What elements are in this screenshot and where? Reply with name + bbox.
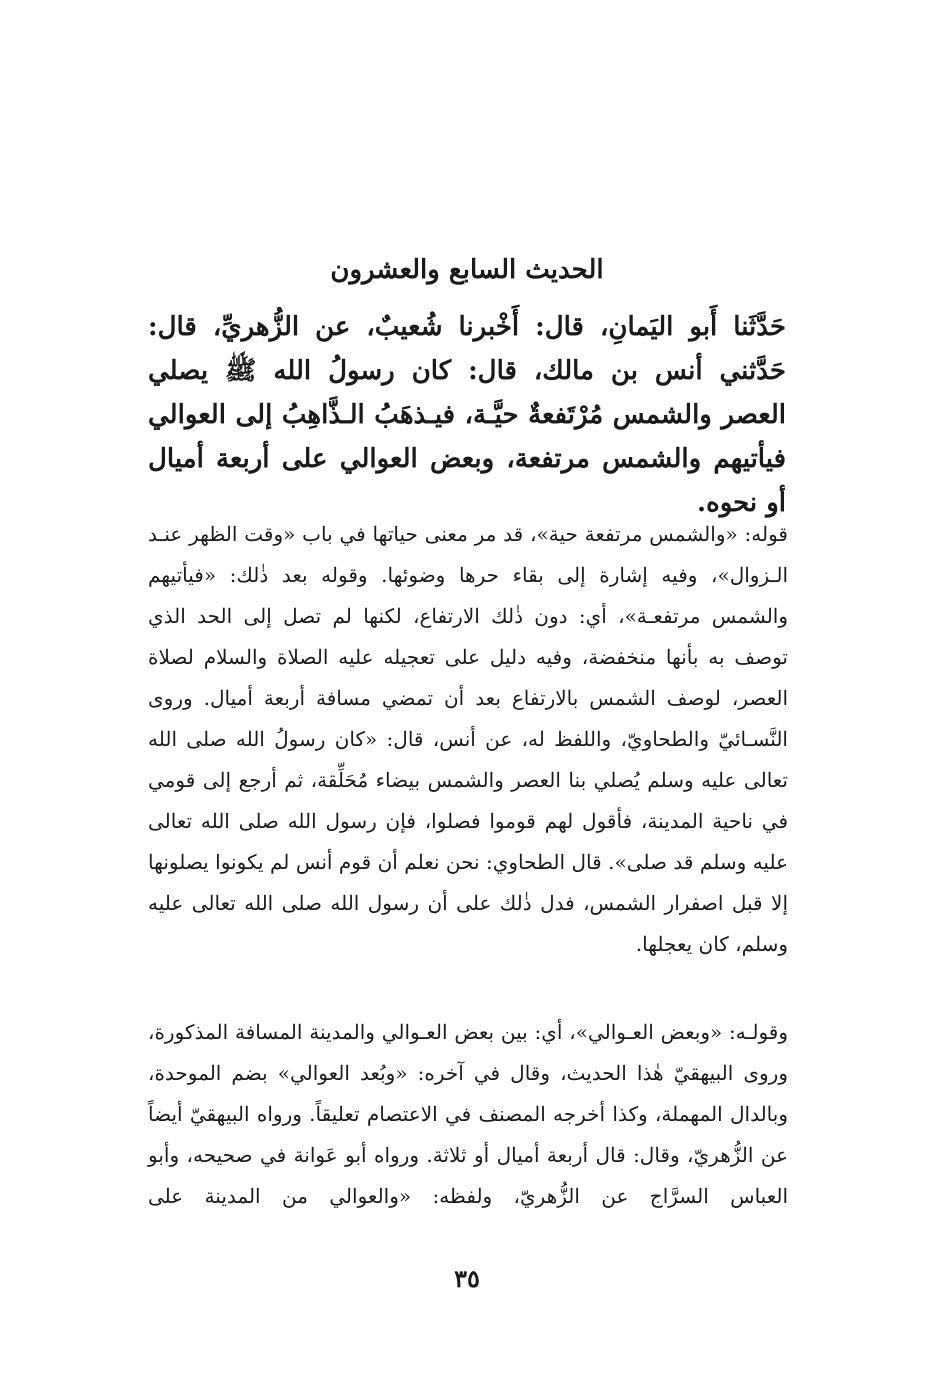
commentary-block-1 xyxy=(148,514,788,965)
chapter-heading: الحديث السابع والعشرون xyxy=(330,255,604,285)
commentary-block-2 xyxy=(148,1012,788,1217)
page-number: ٣٥ xyxy=(454,1264,480,1293)
commentary-paragraph: قوله: «والشمس مرتفعة حية»، قد مر معنى حياتها في باب «وقت الظهر عنـد الـزوال»، وفيه إشارة إلى بقاء حرها وضوئها. وقوله بعد ذٰلك: «فيأتيهم والشمس مرتفعـة»، أي: دون ذٰلك الارتفاع، لكنها لم تصل إلى الحد الذي توصف به بأنها منخفضة، وفيه دليل على تعجيله عليه الصلاة والسلام لصلاة العصر، لوصف الشمس بالارتفاع بعد أن تمضي مسافة أربعة أميال. وروى النَّسـائيّ والطحاويّ، واللفظ له، عن أنس، قال: «كان رسولُ الله صلى الله تعالى عليه وسلم يُصلي بنا العصر والشمس بيضاء مُحَلِّقة، ثم أرجع إلى قومي في ناحية المدينة، فأقول لهم قوموا فصلوا، فإن رسول الله صلى الله تعالى عليه وسلم قد صلى». قال الطحاوي: نحن نعلم أن قوم أنس لم يكونوا يصلونها إلا قبل اصفرار الشمس، فدل ذٰلك على أن رسول الله صلى الله تعالى عليه وسلم، كان يعجلها. xyxy=(148,522,789,956)
hadith-text-block xyxy=(148,305,786,525)
commentary-paragraph: وقولـه: «وبعض العـوالي»، أي: بين بعض العـوالي والمدينة المسافة المذكورة، وروى البيهقيّ هٰذا الحديث، وقال في آخره: «وبُعد العوالي» بضم الموحدة، وبالدال المهملة، وكذا أخرجه المصنف في الاعتصام تعليقاً. ورواه البيهقيّ أيضاً عن الزُّهريّ، وقال: قال أربعة أميال أو ثلاثة. ورواه أبو عَوانة في صحيحه، وأبو العباس السرَّاج عن الزُّهريّ، ولفظه: «والعوالي من المدينة على xyxy=(148,1020,789,1208)
hadith-paragraph: حَدَّثَنا أَبو اليَمانِ، قال: أَخْبرنا شُعيبٌ، عن الزُّهريِّ، قال: حَدَّثني أنس بن مالك، قال: كان رسولُ الله ﷺ يصلي العصر والشمس مُرْتَفعةٌ حيَّـة، فيـذهَبُ الـذَّاهِبُ إلى العوالي فيأتيهم والشمس مرتفعة، وبعض العوالي على أربعة أميال أو نحوه. xyxy=(148,312,786,518)
